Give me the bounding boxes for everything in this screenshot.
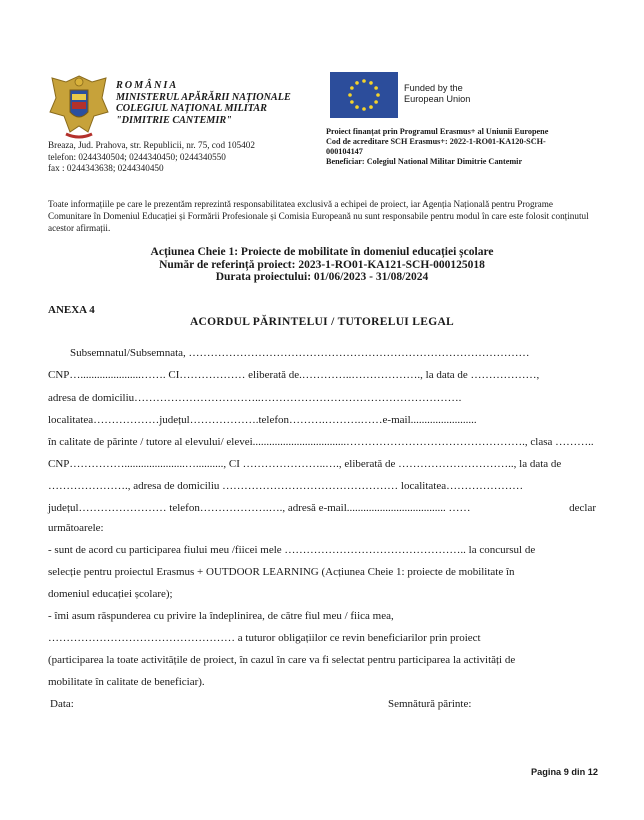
form-line-parent-address: adresa de domiciliu……………………………..………………………………………………. [48, 392, 462, 404]
form-line-pupil-address: …………………., adresa de domiciliu ………………………………………… localitatea………………… [48, 480, 524, 492]
college-title: "DIMITRIE CANTEMIR" [116, 114, 232, 126]
signature-label: Semnătură părinte: [388, 698, 472, 710]
form-line-pupil-cnp: CNP……………......................….........., CI …………………..…., eliberată de ………………………….., la data de [48, 458, 562, 470]
form-line-selection: selecție pentru proiectul Erasmus + OUTDOOR LEARNING (Acțiunea Cheie 1: proiecte de mobilitate în [48, 566, 515, 578]
form-line-domain: domeniul educației școlare); [48, 588, 173, 600]
date-label: Data: [50, 698, 74, 710]
funded-line-2: European Union [404, 94, 471, 104]
form-line-parent-locality: localitatea………………județul……………….telefon……….……….……e-mail........................ [48, 414, 477, 426]
funded-by-eu-label [404, 83, 470, 105]
form-line-pupil: în calitate de părinte / tutore al elevului/ elevei..................................…………………………………………., clasa ……….. [48, 436, 594, 448]
form-line-obligations: …………………………………………… a tuturor obligațiilor ce revin beneficiarilor prin proiect [48, 632, 481, 644]
form-line-pupil-contact-text: județul…………………… telefon……………….…., adresă e-mail.................................... …… [48, 502, 471, 514]
disclaimer-text: Toate informațiile pe care le prezentăm reprezintă responsabilitatea exclusivă a echipei de proiect, iar Agenția Națională pentru Programe Comunitare în Domeniul Educației și Formării Profesionale și Comisia Europeană nu sunt responsabile pentru modul în care este folosit conținutul acestor afirmații. [48, 199, 589, 233]
project-info-line-4: Beneficiar: Colegiul National Militar Dimitrie Cantemir [326, 157, 523, 166]
project-details [0, 246, 644, 284]
project-info-line-2: Cod de acreditare SCH Erasmus+: 2022-1-RO01-KA120-SCH- [326, 137, 546, 146]
country-name: ROMÂNIA [116, 80, 179, 91]
phone-line: telefon: 0244340504; 0244340450; 0244340550 [48, 151, 226, 162]
annex-label: ANEXA 4 [48, 304, 95, 316]
form-line-parent-cnp: CNP…......................……. CI……………… eliberată de.…………..………………., la data de ………………, [48, 369, 540, 381]
page-indicator [531, 767, 598, 777]
fax-line: fax : 0244343638; 0244340450 [48, 163, 164, 173]
key-action: Acțiunea Cheie 1: Proiecte de mobilitate în domeniul educației școlare [150, 246, 494, 258]
romanian-coat-of-arms-icon [48, 72, 110, 142]
reference-number: Număr de referință proiect: 2023-1-RO01-KA121-SCH-000125018 [159, 258, 485, 271]
project-info-line-1: Proiect finanțat prin Programul Erasmus+ al Uniunii Europene [326, 127, 549, 136]
project-info [326, 127, 578, 167]
address-line: Breaza, Jud. Prahova, str. Republicii, nr. 75, cod 105402 [48, 140, 255, 150]
project-duration: Durata proiectului: 01/06/2023 - 31/08/2024 [215, 271, 429, 283]
form-line-following: următoarele: [48, 522, 104, 534]
funded-line-1: Funded by the [404, 83, 463, 93]
page-current: 9 [563, 767, 569, 777]
page-word: Pagina [531, 767, 562, 777]
form-line-agreement: - sunt de acord cu participarea fiului meu /fiicei mele ………………………………………….. la concursul de [48, 544, 536, 556]
form-line-responsibility: - îmi asum răspunderea cu privire la îndeplinirea, de către fiul meu / fiica mea, [48, 610, 394, 622]
form-line-name: Subsemnatul/Subsemnata, ………………………………………………………………………………… [70, 347, 530, 359]
form-line-participation: (participarea la toate activitățile de proiect, în cazul în care va fi selectat pentru participarea la activități de [48, 654, 516, 666]
college-name: COLEGIUL NAȚIONAL MILITAR [116, 103, 267, 114]
of-word: din [571, 767, 586, 777]
form-line-mobility: mobilitate în calitate de beneficiar). [48, 676, 205, 688]
declare-word: declar [569, 502, 596, 514]
ministry-name: MINISTERUL APĂRĂRII NAȚIONALE [116, 91, 291, 103]
project-info-line-3: 000104147 [326, 147, 363, 156]
form-title: ACORDUL PĂRINTELUI / TUTORELUI LEGAL [189, 316, 455, 328]
page-total: 12 [587, 767, 598, 777]
eu-flag-icon [330, 72, 398, 118]
institution-header [116, 80, 291, 126]
institution-address [48, 140, 255, 175]
form-line-pupil-contact [48, 502, 596, 514]
